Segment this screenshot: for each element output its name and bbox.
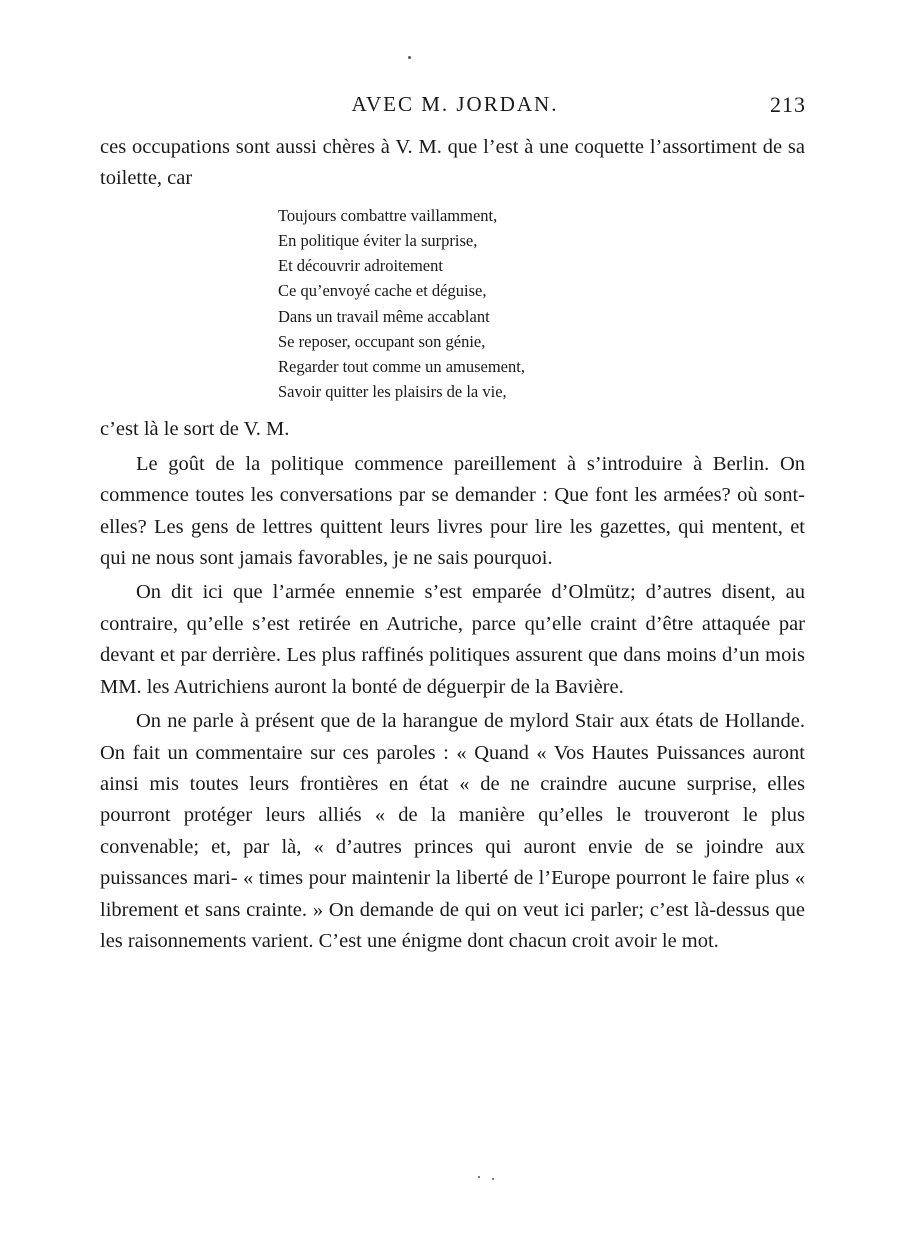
verse-block <box>278 203 805 405</box>
paragraph: On ne parle à présent que de la harangue de mylord Stair aux états de Hollande. On fait un commentaire sur ces paroles : « Quand « Vos Hautes Puissances auront ainsi mis toutes leurs frontières en état « de ne craindre aucune surprise, elles pourront protéger leurs alliés « de la manière qu’elles le trouveront le plus convenable; et, par là, « d’autres princes qui auront envie de se joindre aux puissances mari- « times pour maintenir la liberté de l’Europe pourront le faire plus « librement et sans crainte. » On demande de qui on veut ici parler; c’est là-dessus que les raisonnements varient. C’est une énigme dont chacun croit avoir le mot. <box>100 710 805 952</box>
after-verse-line: c’est là le sort de V. M. <box>100 418 290 441</box>
paragraph: On dit ici que l’armée ennemie s’est emparée d’Olmütz; d’autres disent, au contraire, qu’elle s’est retirée en Autriche, parce qu’elle craint d’être attaquée par devant et par derrière. Les plus raffinés politiques assurent que dans moins d’un mois MM. les Autrichiens auront la bonté de déguerpir de la Bavière. <box>100 581 805 698</box>
verse-line: Savoir quitter les plaisirs de la vie, <box>278 382 507 402</box>
verse-line: En politique éviter la surprise, <box>278 231 478 251</box>
intro-paragraph: ces occupations sont aussi chères à V. M. que l’est à une coquette l’assortiment de sa toilette, car <box>100 136 805 190</box>
body-text <box>100 132 805 957</box>
page-number: 213 <box>770 92 806 117</box>
verse-line: Toujours combattre vaillamment, <box>278 205 498 225</box>
verse-line: Se reposer, occupant son génie, <box>278 331 486 351</box>
verse-line: Et découvrir adroitement <box>278 256 443 276</box>
ink-speck <box>492 1178 494 1180</box>
running-title: AVEC M. JORDAN. <box>351 92 559 116</box>
verse-line: Regarder tout comme un amusement, <box>278 357 525 377</box>
ink-speck <box>408 56 411 59</box>
running-head <box>100 92 810 122</box>
paragraph: Le goût de la politique commence pareillement à s’introduire à Berlin. On commence toutes les conversations par se demander : Que font les armées? où sont-elles? Les gens de lettres quittent leurs livres pour lire les gazettes, qui mentent, et qui ne nous sont jamais favorables, je ne sais pourquoi. <box>100 452 805 570</box>
verse-line: Ce qu’envoyé cache et déguise, <box>278 281 487 301</box>
ink-speck <box>478 1176 480 1178</box>
verse-line: Dans un travail même accablant <box>278 306 490 326</box>
